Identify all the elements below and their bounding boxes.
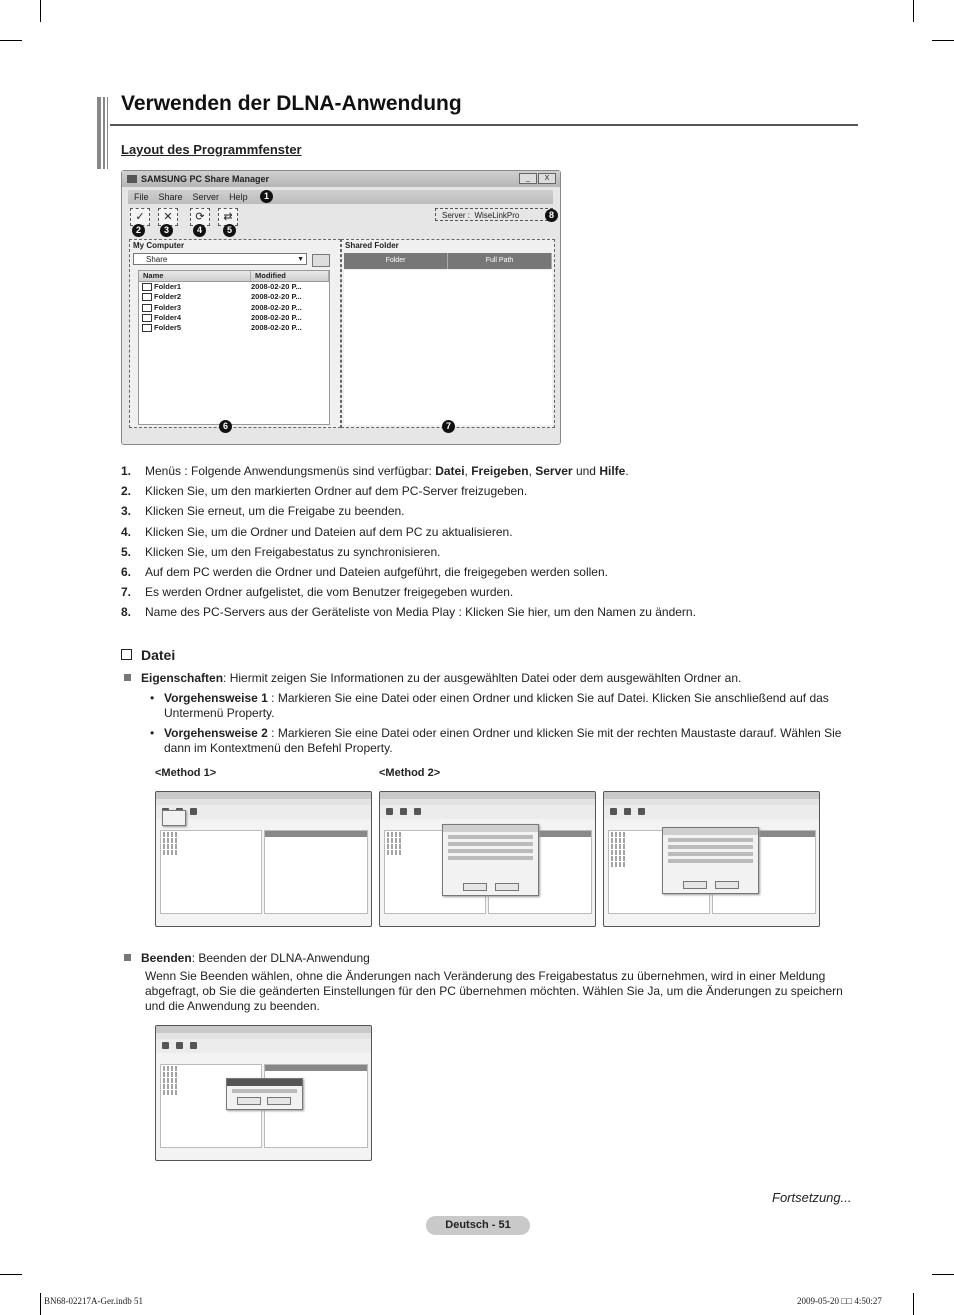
screenshot-thumbnail (379, 791, 596, 927)
screenshot-thumbnail (603, 791, 820, 927)
file-list (138, 270, 330, 425)
column-name[interactable]: Name (139, 271, 251, 281)
badge-5: 5 (223, 224, 236, 237)
crop-mark (932, 1274, 954, 1275)
eigenschaften-text: Eigenschaften: Hiermit zeigen Sie Informationen zu der ausgewählten Datei oder dem ausgewählten Ordner an. (124, 671, 741, 686)
page-number: Deutsch - 51 (426, 1216, 530, 1235)
slug-right: 2009-05-20 □□ 4:50:27 (797, 1296, 882, 1306)
minimize-button[interactable]: _ (519, 173, 537, 184)
section-subtitle: Layout des Programmfenster (121, 142, 302, 157)
badge-1: 1 (260, 190, 273, 203)
folder-modified: 2008-02-20 P... (251, 312, 302, 322)
crop-mark (40, 1293, 41, 1315)
window-titlebar (122, 171, 560, 187)
crop-mark (932, 40, 954, 41)
menu-help[interactable]: Help (229, 192, 248, 202)
method2-text: • Vorgehensweise 2 : Markieren Sie eine Datei oder einen Ordner und klicken Sie mit der rechten Maustaste darauf. Wählen Sie dann im Kontextmenü den Befehl Property. (150, 726, 842, 755)
table-row[interactable] (139, 303, 329, 313)
table-row[interactable] (139, 313, 329, 323)
x-icon: ✕ (163, 211, 173, 223)
close-button[interactable]: X (538, 173, 556, 184)
folder-name: Folder2 (139, 292, 251, 302)
folder-name: Folder1 (139, 282, 251, 292)
table-row[interactable] (139, 292, 329, 302)
app-window (121, 170, 561, 445)
checkbox-icon (121, 649, 132, 660)
list-header (139, 271, 329, 282)
chevron-down-icon: ▼ (297, 256, 304, 263)
slug-left: BN68-02217A-Ger.indb 51 (44, 1296, 143, 1306)
screenshot-thumbnail (155, 1025, 372, 1161)
window-title: SAMSUNG PC Share Manager (141, 174, 270, 184)
server-label: Server : (442, 211, 471, 220)
method1-label: <Method 1> (155, 767, 217, 779)
crop-mark (0, 40, 22, 41)
list-item: 1. Menüs : Folgende Anwendungsmenüs sind verfügbar: Datei, Freigeben, Server und Hilfe. (121, 464, 629, 478)
square-bullet-icon (124, 674, 131, 681)
crop-mark (0, 1274, 22, 1275)
shared-folder-pane (341, 239, 555, 428)
folder-modified: 2008-02-20 P... (251, 292, 302, 302)
title-rule (110, 124, 858, 126)
refresh-icon: ⟳ (195, 211, 205, 223)
datei-heading: Datei (121, 647, 175, 663)
column-folder[interactable]: Folder (344, 253, 448, 269)
table-row[interactable] (139, 323, 329, 333)
crop-mark (913, 1293, 914, 1315)
check-icon: ✓ (135, 211, 145, 223)
folder-modified: 2008-02-20 P... (251, 302, 302, 312)
folder-modified: 2008-02-20 P... (251, 323, 302, 333)
badge-3: 3 (160, 224, 173, 237)
badge-7: 7 (442, 420, 455, 433)
folder-name: Folder5 (139, 323, 251, 333)
menubar (128, 190, 553, 204)
list-item: 4. Klicken Sie, um die Ordner und Dateien auf dem PC zu aktualisieren. (121, 525, 513, 539)
list-item: 8. Name des PC-Servers aus der Geräteliste von Media Play : Klicken Sie hier, um den Namen zu ändern. (121, 605, 696, 619)
app-logo-icon (127, 175, 137, 183)
list-item: 7. Es werden Ordner aufgelistet, die vom Benutzer freigegeben wurden. (121, 585, 514, 599)
column-fullpath[interactable]: Full Path (448, 253, 552, 269)
crop-mark (913, 0, 914, 22)
badge-2: 2 (132, 224, 145, 237)
shared-folder-label: Shared Folder (345, 241, 399, 250)
screenshot-thumbnail (155, 791, 372, 927)
menu-share[interactable]: Share (158, 192, 183, 202)
list-item: 3. Klicken Sie erneut, um die Freigabe zu beenden. (121, 504, 405, 518)
list-item: 2. Klicken Sie, um den markierten Ordner auf dem PC-Server freizugeben. (121, 484, 528, 498)
square-bullet-icon (124, 954, 131, 961)
method2-label: <Method 2> (379, 767, 441, 779)
badge-8: 8 (545, 209, 558, 222)
list-item: 6. Auf dem PC werden die Ordner und Dateien aufgeführt, die freigegeben werden sollen. (121, 565, 608, 579)
combo-value: Share (146, 255, 168, 264)
server-selector[interactable] (435, 208, 553, 221)
badge-4: 4 (193, 224, 206, 237)
shared-header (344, 253, 552, 269)
folder-name: Folder3 (139, 303, 251, 313)
folder-combo[interactable] (133, 253, 307, 265)
table-row[interactable] (139, 282, 329, 292)
sync-icon: ⇄ (223, 211, 233, 223)
beenden-description: Wenn Sie Beenden wählen, ohne die Änderungen nach Veränderung des Freigabestatus zu übernehmen, wird in einer Meldung abgefragt, ob Sie die geänderten Einstellungen für den PC übernehmen möchten. Wählen Sie Ja, um die Änderungen zu speichern und die Anwendung zu beenden. (145, 969, 843, 1013)
method1-text: • Vorgehensweise 1 : Markieren Sie eine Datei oder einen Ordner und klicken Sie auf Datei. Klicken Sie anschließend auf das Untermenü Property. (150, 691, 829, 720)
folder-modified: 2008-02-20 P... (251, 282, 302, 291)
list-item: 5. Klicken Sie, um den Freigabestatus zu synchronisieren. (121, 545, 441, 559)
beenden-text: Beenden: Beenden der DLNA-Anwendung (124, 951, 370, 966)
menu-file[interactable]: File (134, 192, 149, 202)
my-computer-label: My Computer (133, 241, 185, 250)
page-title: Verwenden der DLNA-Anwendung (121, 92, 462, 115)
column-modified[interactable]: Modified (251, 271, 329, 281)
badge-6: 6 (219, 420, 232, 433)
server-value: WiseLinkPro (474, 211, 520, 220)
menu-server[interactable]: Server (192, 192, 220, 202)
folder-name: Folder4 (139, 313, 251, 323)
crop-mark (40, 0, 41, 22)
shared-list (344, 270, 552, 425)
continued-text: Fortsetzung... (772, 1190, 852, 1205)
folder-up-button[interactable] (312, 254, 330, 267)
my-computer-pane (129, 239, 341, 428)
